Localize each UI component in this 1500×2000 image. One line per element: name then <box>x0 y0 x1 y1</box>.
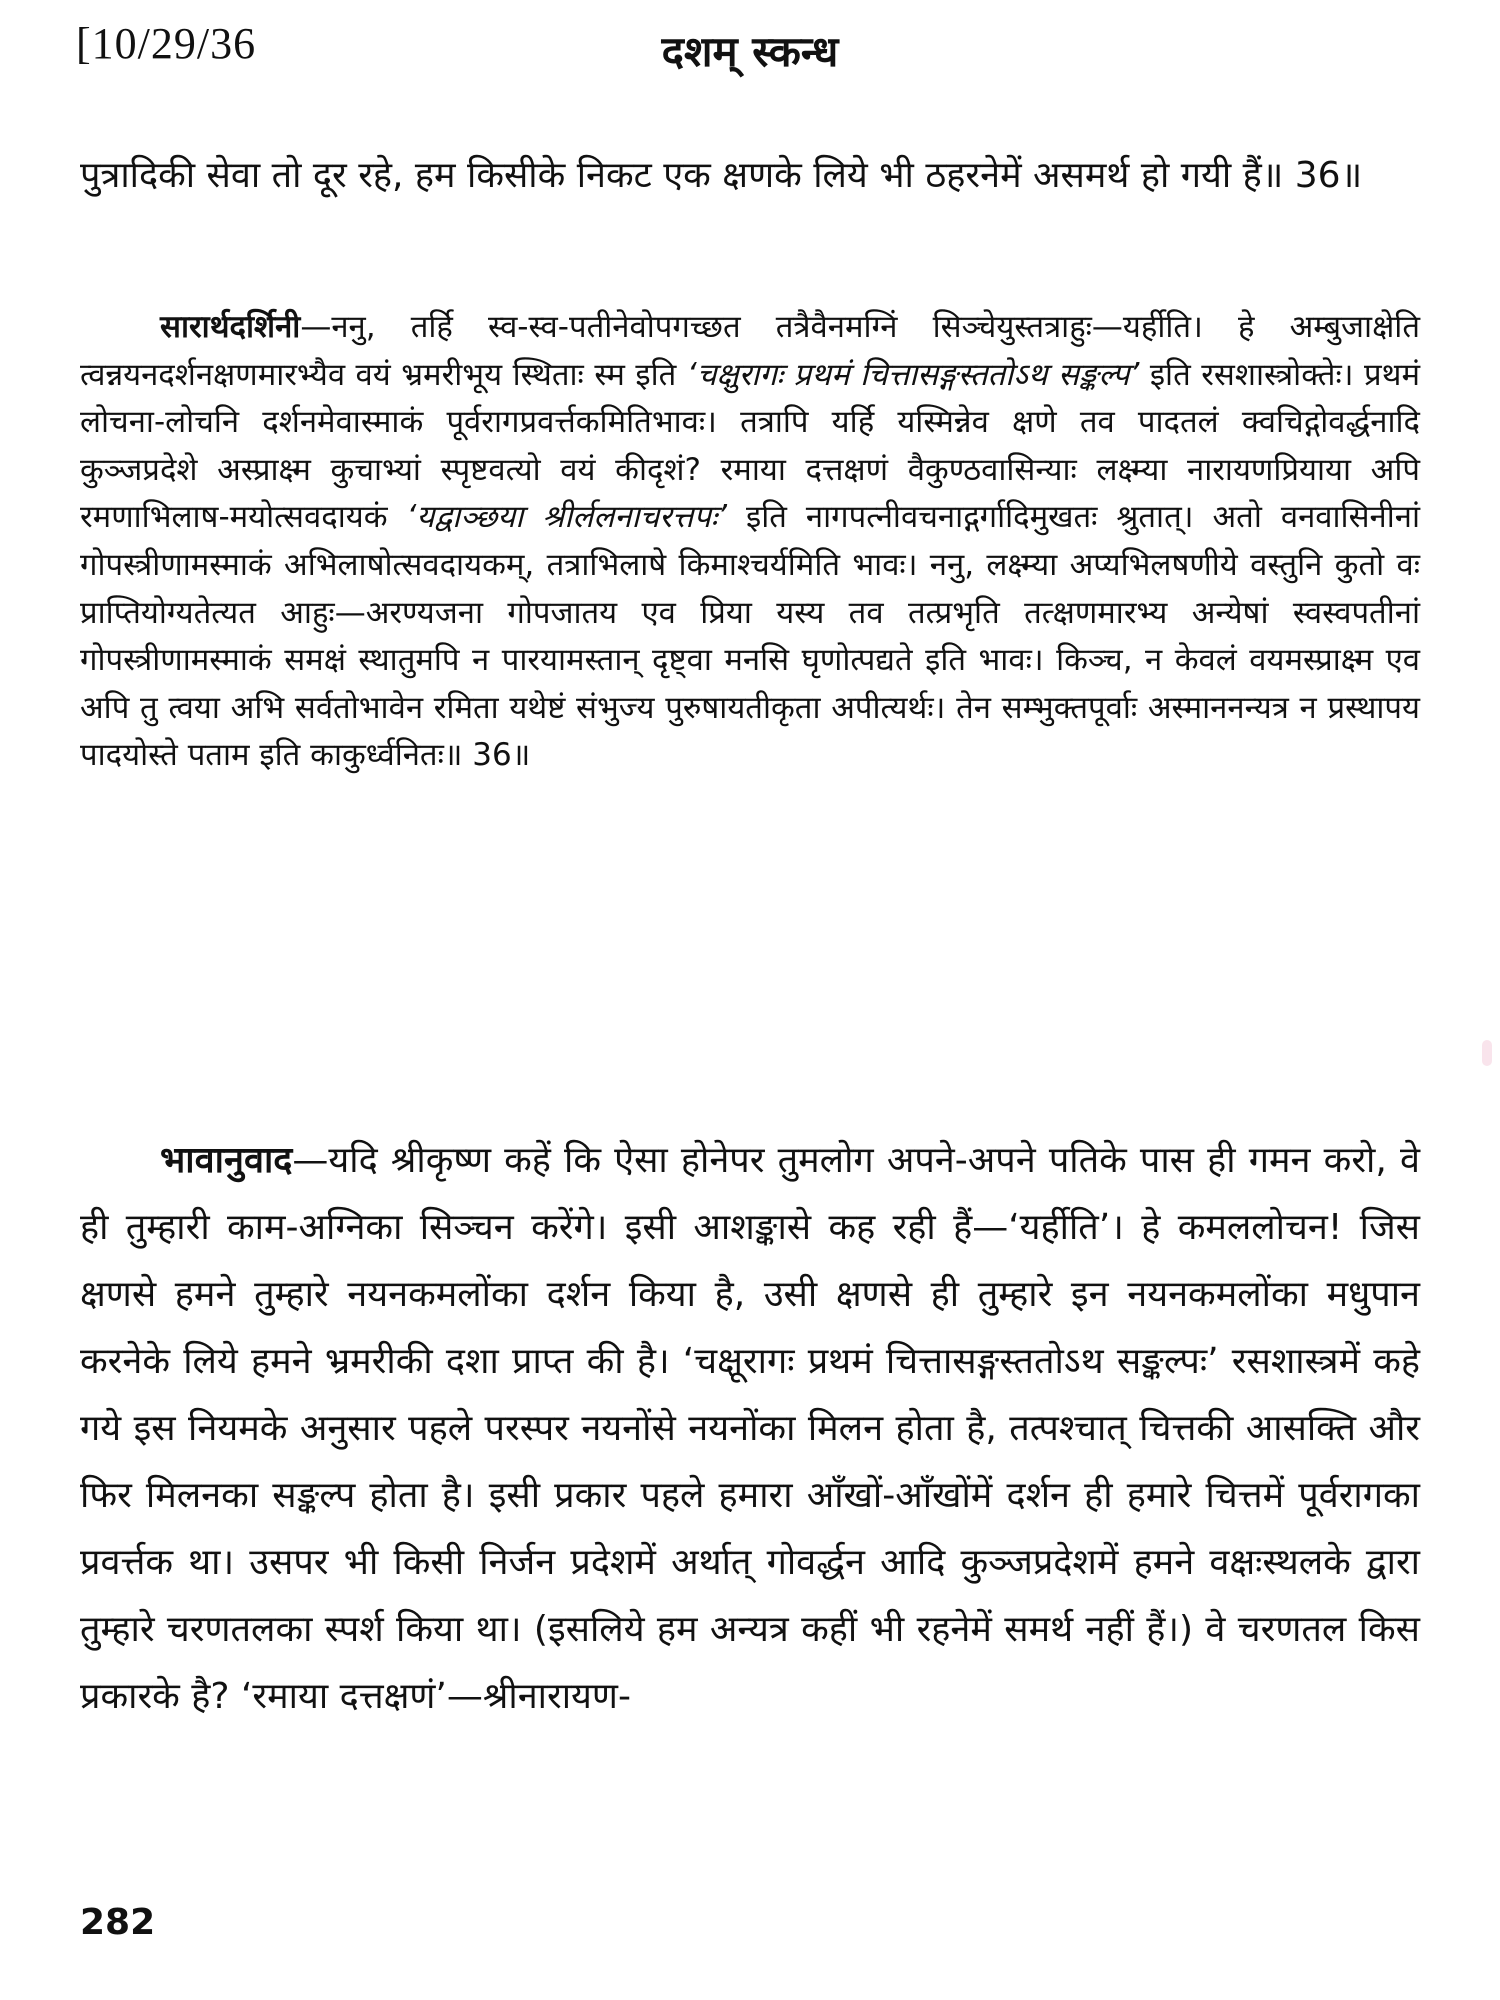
commentary-label: सारार्थदर्शिनी <box>160 309 301 345</box>
commentary-text-1: —ननु, तर्हि स्व-स्व-पतीनेवोपगच्छत तत्रैवैनमग्निं सिञ्चेयुस्तत्राहुः—यर्हीति। हे अम्बुजाक्षेति त्वन्नयनदर्शनक्षणमारभ्यैव वयं भ्रमरीभूय स्थिताः स्म इति <box>80 309 1420 393</box>
bhavanuvad-paragraph <box>80 1127 1420 1730</box>
bhavanuvad-text: —यदि श्रीकृष्ण कहें कि ऐसा होनेपर तुमलोग अपने-अपने पतिके पास ही गमन करो, वे ही तुम्हारी काम-अग्निका सिञ्चन करेंगे। इसी आशङ्कासे कह रही हैं—‘यर्हीति’। हे कमललोचन! जिस क्षणसे हमने तुम्हारे नयनकमलोंका दर्शन किया है, उसी क्षणसे ही तुम्हारे इन नयनकमलोंका मधुपान करनेके लिये हमने भ्रमरीकी दशा प्राप्त की है। ‘चक्षूरागः प्रथमं चित्तासङ्गस्ततोऽथ सङ्कल्पः’ रसशास्त्रमें कहे गये इस नियमके अनुसार पहले परस्पर नयनोंसे नयनोंका मिलन होता है, तत्पश्चात् चित्तकी आसक्ति और फिर मिलनका सङ्कल्प होता है। इसी प्रकार पहले हमारा आँखों-आँखोंमें दर्शन ही हमारे चित्तमें पूर्वरागका प्रवर्त्तक था। उसपर भी किसी निर्जन प्रदेशमें अर्थात् गोवर्द्धन आदि कुञ्जप्रदेशमें हमने वक्षःस्थलके द्वारा तुम्हारे चरणतलका स्पर्श किया था। (इसलिये हम अन्यत्र कहीं भी रहनेमें समर्थ नहीं हैं।) वे चरणतल किस प्रकारके है? ‘रमाया दत्तक्षणं’—श्रीनारायण- <box>80 1140 1420 1717</box>
verse-reference: [10/29/36 <box>76 19 257 68</box>
commentary-quote-1: ‘चक्षुरागः प्रथमं चित्तासङ्गस्ततोऽथ सङ्कल्प’ <box>686 356 1140 393</box>
bhavanuvad-label: भावानुवाद <box>160 1140 293 1181</box>
translation-continuation: पुत्रादिकी सेवा तो दूर रहे, हम किसीके निकट एक क्षणके लिये भी ठहरनेमें असमर्थ हो गयी हैं॥ 36॥ <box>80 155 1363 196</box>
commentary-text-2: इति रसशास्त्रोक्तेः। प्रथमं लोचना-लोचनि दर्शनमेवास्माकं पूर्वरागप्रवर्त्तकमितिभावः। तत्रापि यर्हि यस्मिन्नेव क्षणे तव पादतलं क्वचिद्गोवर्द्धनादि कुञ्जप्रदेशे अस्प्राक्ष्म कुचाभ्यां स्पृष्टवत्यो वयं कीदृशं? रमाया दत्तक्षणं वैकुण्ठवासिन्याः लक्ष्म्या नारायणप्रियाया अपि रमणाभिलाष-मयोत्सवदायकं <box>80 356 1420 536</box>
page-header <box>76 18 1424 88</box>
page-number: 282 <box>80 1902 156 1943</box>
scan-mark <box>1482 1040 1492 1066</box>
running-title: दशम् स्कन्ध <box>661 27 839 76</box>
commentary-text-3: इति नागपत्नीवचनाद्गर्गादिमुखतः श्रुतात्। अतो वनवासिनीनां गोपस्त्रीणामस्माकं अभिलाषोत्सवदायकम्, तत्राभिलाषे किमाश्चर्यमिति भावः। ननु, लक्ष्म्या अप्यभिलषणीये वस्तुनि कुतो वः प्राप्तियोग्यतेत्यत आहुः—अरण्यजना गोपजातय एव प्रिया यस्य तव तत्प्रभृति तत्क्षणमारभ्य अन्येषां स्वस्वपतीनां गोपस्त्रीणामस्माकं समक्षं स्थातुमपि न पारयामस्तान् दृष्ट्वा मनसि घृणोत्पद्यते इति भावः। किञ्च, न केवलं वयमस्प्राक्ष्म एव अपि तु त्वया अभि सर्वतोभावेन रमिता यथेष्टं संभुज्य पुरुषायतीकृता अपीत्यर्थः। तेन सम्भुक्तपूर्वाः अस्माननन्यत्र न प्रस्थापय पादयोस्ते पताम इति काकुर्ध्वनितः॥ 36॥ <box>80 499 1421 774</box>
commentary-sarartha-darshini <box>80 304 1420 780</box>
commentary-quote-2: ‘यद्वाञ्छया श्रीर्ललनाचरत्तपः’ <box>406 499 728 536</box>
